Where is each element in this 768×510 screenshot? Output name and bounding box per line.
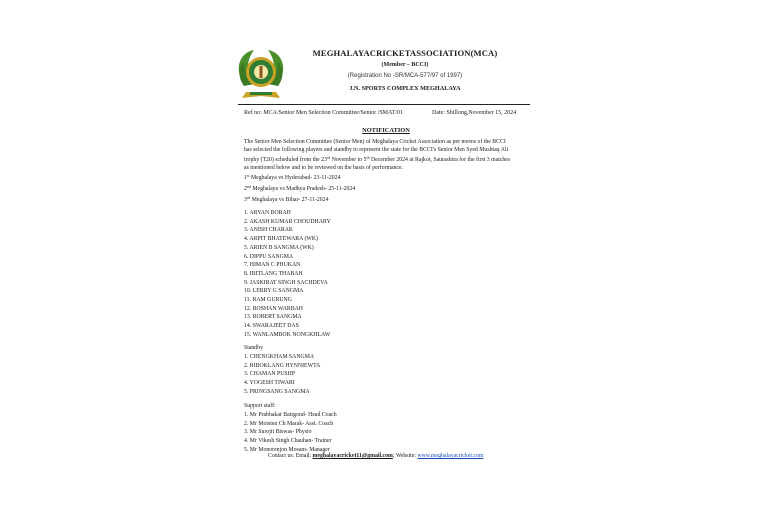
standby-item: 5. PRINGSANG SANGMA [244,388,310,395]
notification-body [244,139,536,204]
website-label: ; Website: [392,453,418,459]
player-item: 13. ROBERT SANGMA [244,314,302,321]
member-line: (Member – BCCI) [381,62,429,68]
player-item: 2. AKASH KUMAR CHOUDHARY [244,218,331,225]
match-line: 2nd Meghalaya vs Madhya Pradesh- 25-11-2024 [244,183,356,192]
venue-line: J.N. SPORTS COMPLEX MEGHALAYA [349,85,461,92]
standby-item: 1. CHENGKHAM SANGMA [244,354,315,360]
contact-label: Contact us: Email: [268,453,313,459]
player-item: 6. DIPPU SANGMA [244,253,294,260]
match-line: 3rd Meghalaya vs Bihar- 27-11-2024 [244,194,329,203]
contact-line [268,453,483,459]
player-item: 12. ROSHAN WARBAH [244,305,303,312]
player-item: 11. RAM GURUNG [244,297,292,304]
notification-date: Date: Shillong,November 15, 2024 [432,110,517,116]
player-item: 8. IBITLANG THABAH [244,270,303,277]
player-item: 3. ANISH CHARAK [244,227,294,234]
player-item: 14. SWARAJEET DAS [244,323,299,330]
standby-item: 4. YOGESH TIWARI [244,380,295,387]
registration-line: (Registration No -SR/MCA-577/97 of 1997) [347,73,463,79]
header-divider [238,104,530,105]
website-link[interactable]: www.meghalayacricket.com [417,453,484,459]
standby-list [244,353,320,397]
body-line: The Senior Men Selection Committee (Senior Men) of Meghalaya Cricket Association as per norms of the BCCI [244,139,506,145]
mca-logo-icon [236,46,286,104]
staff-item: 3. Mr Surojit Biswas- Physio [244,429,312,436]
standby-item: 2. RIBOKLANG HYNNIEWTA [244,362,321,369]
player-item: 4. ARPIT BHATEWARA (WK) [244,236,318,243]
staff-item: 5. Mr Monorenjon Mosam- Manager [244,446,330,453]
player-item: 10. LERRY G SANGMA [244,288,304,295]
match-line: 1st Meghalaya vs Hyderabad- 23-11-2024 [244,173,341,182]
player-item: 5. ARIEN B SANGMA (WK) [244,244,314,251]
staff-item: 4. Mr Vikesh Singh Chauhan- Trainer [244,438,332,445]
staff-item: 2. Mr Moisten Ch Marak- Asst. Coach [244,420,334,427]
standby-heading: Standby [244,345,264,351]
reference-number: Ref no: MCA/Senior Men Selection Committee/Senior /SMAT/01 [244,110,403,116]
body-line: trophy (T20) scheduled from the 23rd November to 5th December 2024 at Rajkot, Saurashtra for the first 3 matches [244,155,511,164]
notification-heading: NOTIFICATION [362,127,410,134]
staff-item: 1. Mr Prabhakar Bairgond- Head Coach [244,412,337,418]
support-staff-list [244,411,337,455]
standby-item: 3. CHAMAN PUSHP [244,371,296,378]
player-item: 7. HIMAN C PHUKAN [244,262,301,269]
players-list [244,209,331,340]
player-item: 15. WANLAMBOK NONGKHLAW [244,331,331,338]
association-title: MEGHALAYACRICKETASSOCIATION(MCA) [312,48,498,58]
email-link[interactable]: meghalayacricket11@gmail.com [312,453,393,459]
body-line: as mentioned below and to be reviewed on the basis of performance. [244,164,404,171]
support-staff-heading: Support staff: [244,403,276,409]
player-item: 9. JASKIRAT SINGH SACHDEVA [244,279,328,286]
player-item: 1. ARYAN BORAH [244,210,291,216]
body-line: has selected the following players and standby to represent the state for the BCCI's Senior Men Syed Mushtaq Ali [244,146,509,153]
